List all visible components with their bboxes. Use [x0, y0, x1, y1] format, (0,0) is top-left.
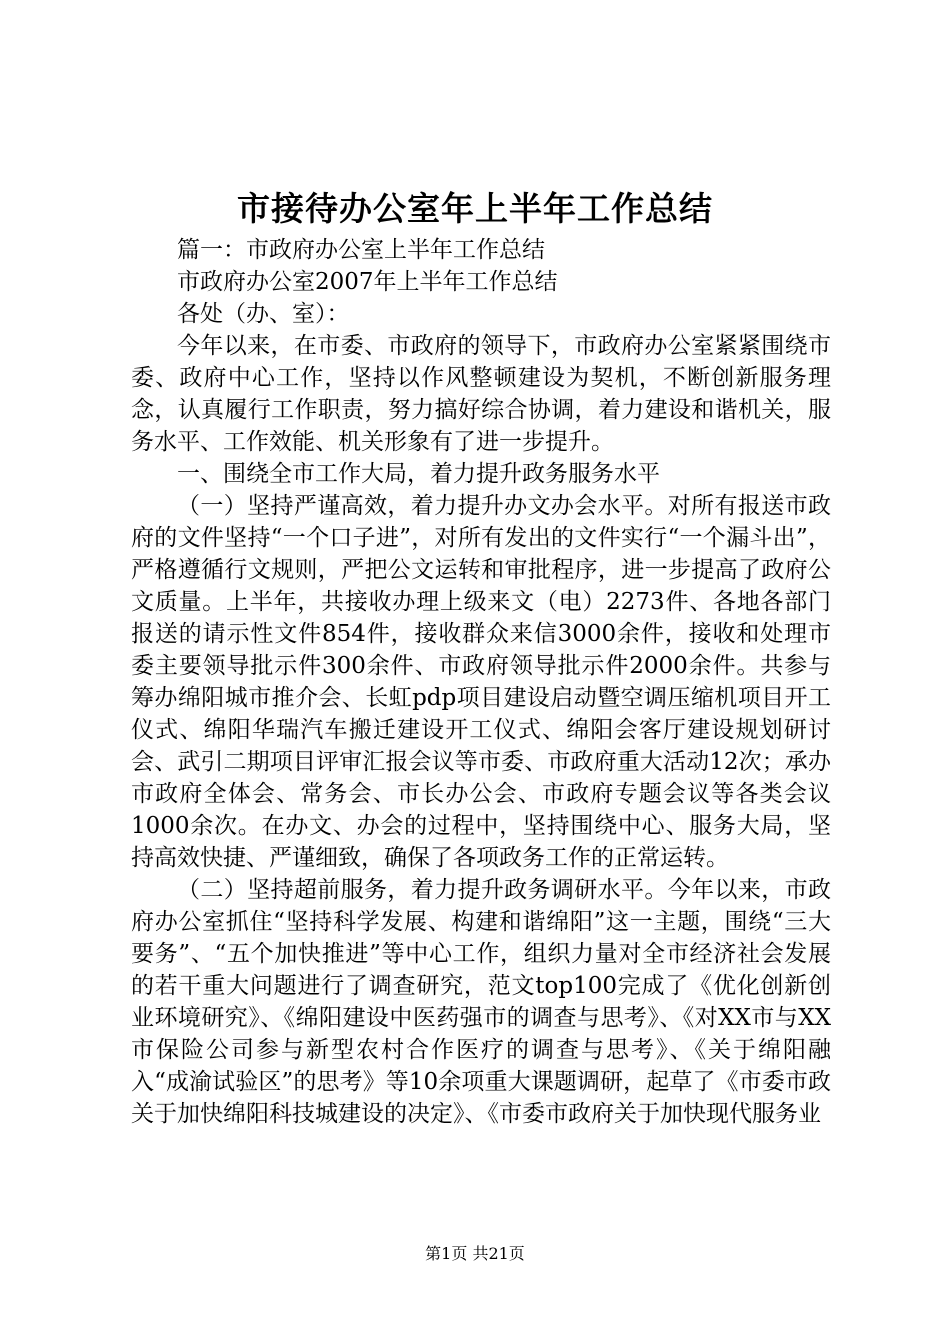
paragraph-intro: 今年以来，在市委、市政府的领导下，市政府办公室紧紧围绕市委、政府中心工作，坚持以作风整顿建设为契机，不断创新服务理念，认真履行工作职责，努力搞好综合协调，着力建设和谐机关，服务水平、工作效能、机关形象有了进一步提升。	[131, 333, 831, 455]
paragraph-section-1: （一）坚持严谨高效，着力提升办文办会水平。对所有报送市政府的文件坚持“一个口子进”，对所有发出的文件实行“一个漏斗出”，严格遵循行文规则，严把公文运转和审批程序，进一步提高了政府公文质量。上半年，共接收办理上级来文（电）2273件、各地各部门报送的请示性文件854件，接收群众来信3000余件，接收和处理市委主要领导批示件300余件、市政府领导批示件2000余件。共参与筹办绵阳城市推介会、长虹pdp项目建设启动暨空调压缩机项目开工仪式、绵阳华瑞汽车搬迁建设开工仪式、绵阳会客厅建设规划研讨会、武引二期项目评审汇报会议等市委、市政府重大活动12次；承办市政府全体会、常务会、市长办公会、市政府专题会议等各类会议1000余次。在办文、办会的过程中，坚持围绕中心、服务大局，坚持高效快捷、严谨细致，确保了各项政务工作的正常运转。	[131, 493, 831, 871]
section-heading: 一、围绕全市工作大局，着力提升政务服务水平	[177, 461, 660, 487]
page-number-footer: 第1页 共21页	[425, 1244, 525, 1263]
part-heading: 篇一：市政府办公室上半年工作总结	[177, 237, 545, 263]
document-title: 市接待办公室年上半年工作总结	[237, 189, 713, 228]
salutation: 各处（办、室）：	[177, 301, 350, 327]
paragraph-section-2: （二）坚持超前服务，着力提升政务调研水平。今年以来，市政府办公室抓住“坚持科学发展、构建和谐绵阳”这一主题，围绕“三大要务”、“五个加快推进”等中心工作，组织力量对全市经济社会发展的若干重大问题进行了调查研究，范文top100完成了《优化创新创业环境研究》、《绵阳建设中医药强市的调查与思考》、《对XX市与XX市保险公司参与新型农村合作医疗的调查与思考》、《关于绵阳融入“成渝试验区”的思考》等10余项重大课题调研，起草了《市委市政关于加快绵阳科技城建设的决定》、《市委市政府关于加快现代服务业	[131, 877, 831, 1127]
document-subtitle: 市政府办公室2007年上半年工作总结	[177, 269, 558, 295]
document-body	[131, 234, 831, 1130]
